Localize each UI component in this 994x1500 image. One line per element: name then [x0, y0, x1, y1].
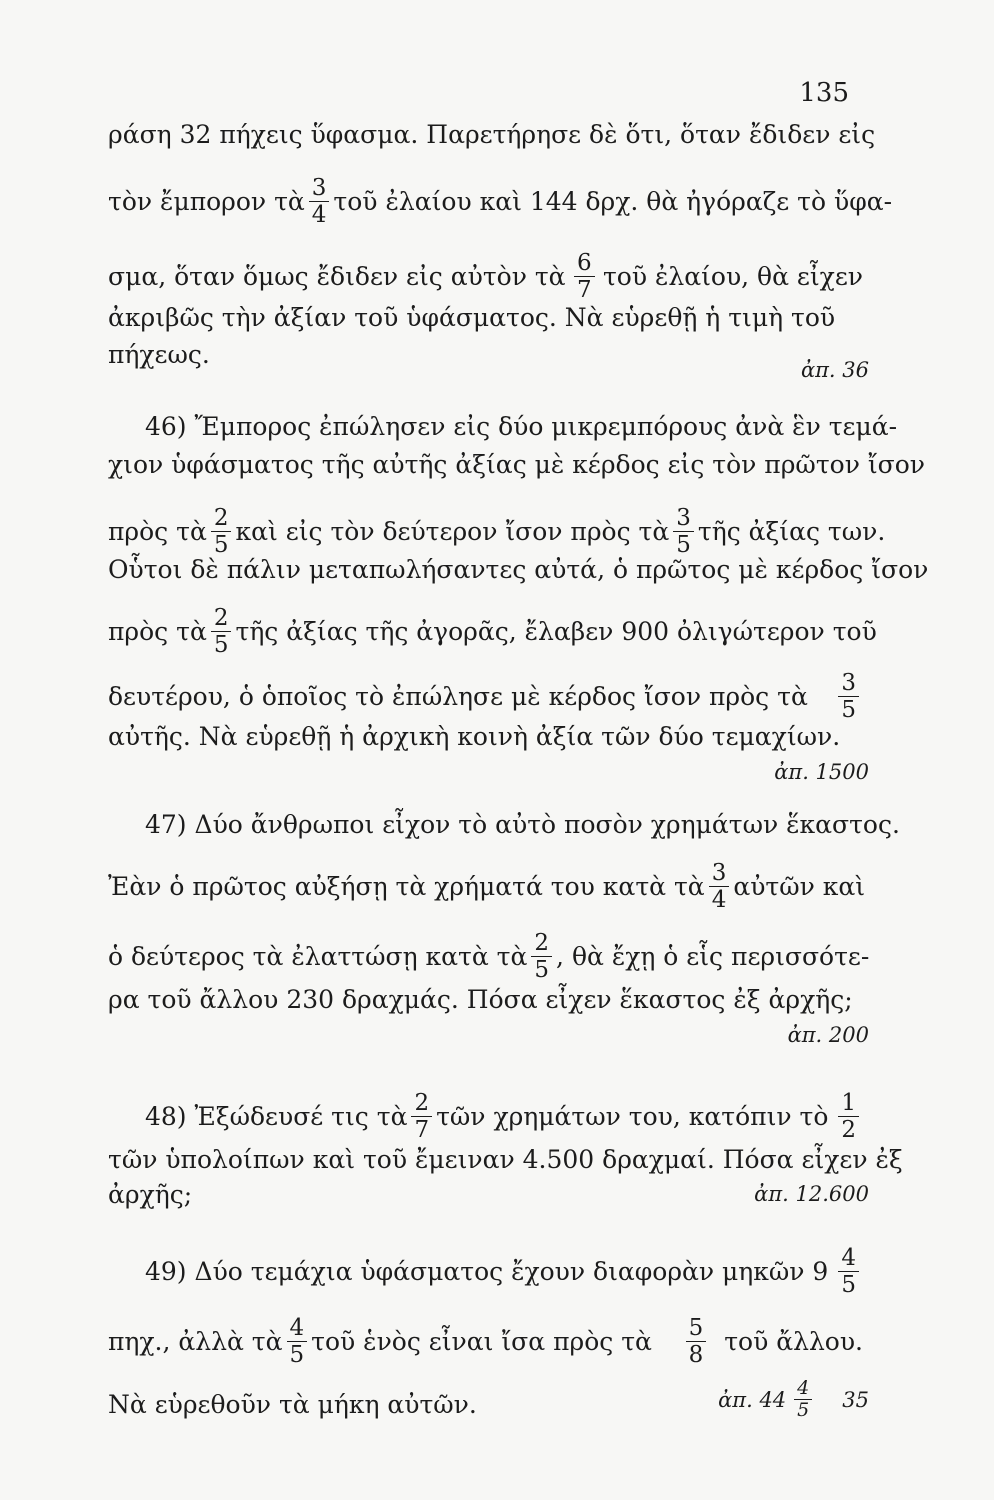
text-line	[145, 412, 898, 442]
denominator: 5	[797, 1399, 810, 1421]
line-text: πήχεως.	[108, 340, 210, 369]
line-text: πηχ., ἀλλὰ τὰ	[108, 1326, 283, 1356]
line-text: ἀρχῆς;	[108, 1180, 193, 1209]
line-text: αὐτῆς. Νὰ εὑρεθῇ ἡ ἀρχικὴ κοινὴ ἀξία τῶν δύο τεμαχίων.	[108, 722, 841, 751]
line-text: τῆς ἀξίας τῆς ἀγορᾶς, ἔλαβεν 900 ὀλιγώτερον τοῦ	[235, 616, 877, 646]
fraction	[211, 505, 232, 558]
fraction-group	[145, 1090, 828, 1143]
line-text: 49) Δύο τεμάχια ὑφάσματος ἔχουν διαφορὰν μηκῶν 9	[145, 1256, 829, 1286]
text-line	[145, 1090, 863, 1143]
numerator: 4	[794, 1378, 812, 1400]
fraction	[838, 1245, 859, 1298]
line-text: 47) Δύο ἄνθρωποι εἶχον τὸ αὐτὸ ποσὸν χρημάτων ἕκαστος.	[145, 810, 900, 839]
denominator: 5	[841, 697, 856, 723]
fraction	[531, 930, 552, 983]
numerator: 3	[673, 505, 694, 532]
fraction-group	[682, 1315, 863, 1368]
line-text: ἀκριβῶς τὴν ἀξίαν τοῦ ὑφάσματος. Νὰ εὑρεθῇ ἡ τιμὴ τοῦ	[108, 303, 836, 332]
numerator: 3	[309, 175, 330, 202]
fraction	[211, 605, 232, 658]
text-line	[108, 605, 877, 658]
text-line	[108, 250, 863, 303]
fraction	[838, 670, 859, 723]
answer: ἀπ. 1500	[774, 760, 869, 784]
line-text: ράση 32 πήχεις ὕφασμα. Παρετήρησε δὲ ὅτι, ὅταν ἔδιδεν εἰς	[108, 120, 876, 149]
text-line	[108, 340, 863, 370]
text-line	[108, 722, 863, 752]
denominator: 5	[213, 632, 229, 658]
line-text: αὐτῶν καὶ	[733, 871, 866, 901]
line-text: ρα τοῦ ἄλλου 230 δραχμάς. Πόσα εἶχεν ἕκαστος ἐξ ἀρχῆς;	[108, 985, 853, 1014]
text-line	[108, 120, 876, 150]
line-text: 48) Ἐξώδευσέ τις τὰ	[145, 1101, 408, 1131]
line-text: 46) Ἔμπορος ἐπώλησεν εἰς δύο μικρεμπόρους ἀνὰ ἓν τεμά-	[145, 412, 898, 441]
line-text: Νὰ εὑρεθοῦν τὰ μήκη αὐτῶν.	[108, 1390, 477, 1419]
numerator: 2	[411, 1090, 432, 1117]
numerator: 3	[709, 860, 730, 887]
fraction	[686, 1315, 707, 1368]
text-line	[108, 303, 863, 333]
answer: ἀπ. 12.600	[754, 1182, 869, 1206]
fraction	[287, 1315, 308, 1368]
page-number: 135	[799, 78, 849, 108]
line-text: , θὰ ἔχῃ ὁ εἷς περισσότε-	[556, 941, 870, 971]
numerator: 6	[574, 250, 595, 277]
fraction	[709, 860, 730, 913]
line-text: Ἐὰν ὁ πρῶτος αὐξήσῃ τὰ χρήματά του κατὰ τὰ	[108, 871, 705, 901]
fraction	[794, 1378, 812, 1421]
numerator: 4	[838, 1245, 859, 1272]
text-line	[108, 505, 886, 558]
line-text: Οὗτοι δὲ πάλιν μεταπωλήσαντες αὐτά, ὁ πρῶτος μὲ κέρδος ἴσον	[108, 555, 929, 584]
denominator: 7	[414, 1117, 430, 1143]
text-line	[108, 1315, 863, 1368]
denominator: 4	[711, 887, 727, 913]
denominator: 5	[534, 957, 550, 983]
answer: ἀπ. 200	[787, 1023, 869, 1047]
text-line	[108, 555, 929, 585]
denominator: 2	[841, 1117, 856, 1143]
line-text: τῶν χρημάτων του, κατόπιν τὸ	[436, 1101, 829, 1131]
line-text: χιον ὑφάσματος τῆς αὐτῆς ἀξίας μὲ κέρδος εἰς τὸν πρῶτον ἴσον	[108, 450, 925, 479]
line-text: τῆς ἀξίας των.	[697, 516, 886, 546]
fraction	[673, 505, 694, 558]
text-line	[108, 930, 870, 983]
fraction	[411, 1090, 432, 1143]
denominator: 7	[576, 277, 592, 303]
fraction	[838, 1090, 859, 1143]
line-text: καὶ εἰς τὸν δεύτερον ἴσον πρὸς τὰ	[235, 516, 670, 546]
numerator: 2	[211, 605, 232, 632]
denominator: 5	[676, 532, 691, 558]
fraction	[574, 250, 595, 303]
text-line	[108, 670, 863, 723]
line-text: τοῦ ἐλαίου, θὰ εἶχεν	[602, 261, 863, 291]
line-text: τοῦ ἑνὸς εἶναι ἴσα πρὸς τὰ	[311, 1326, 652, 1356]
line-text: τοῦ ἄλλου.	[724, 1326, 863, 1356]
fraction-group	[108, 1315, 652, 1368]
text-line	[108, 1145, 903, 1175]
line-text: πρὸς τὰ	[108, 616, 207, 646]
answer	[718, 1378, 869, 1421]
line-text: τῶν ὑπολοίπων καὶ τοῦ ἔμειναν 4.500 δραχμαί. Πόσα εἶχεν ἐξ	[108, 1145, 903, 1174]
numerator: 2	[531, 930, 552, 957]
fraction-group	[705, 860, 865, 913]
text-line	[108, 860, 866, 913]
text-line	[108, 1180, 863, 1210]
denominator: 8	[688, 1342, 704, 1368]
numerator: 3	[838, 670, 859, 697]
answer-text: ἀπ. 44	[718, 1387, 787, 1412]
text-line	[145, 810, 900, 840]
text-line	[108, 175, 893, 228]
denominator: 5	[841, 1272, 856, 1298]
numerator: 4	[287, 1315, 308, 1342]
denominator: 4	[311, 202, 327, 228]
denominator: 5	[289, 1342, 305, 1368]
fraction	[309, 175, 330, 228]
line-text: ὁ δεύτερος τὰ ἐλαττώσῃ κατὰ τὰ	[108, 941, 528, 971]
line-text: πρὸς τὰ	[108, 516, 207, 546]
line-text: τοῦ ἐλαίου καὶ 144 δρχ. θὰ ἠγόραζε τὸ ὕφα-	[333, 186, 893, 216]
text-line	[108, 450, 925, 480]
numerator: 1	[838, 1090, 859, 1117]
denominator: 5	[213, 532, 229, 558]
numerator: 5	[686, 1315, 707, 1342]
answer-text: 35	[842, 1387, 869, 1412]
line-text: δευτέρου, ὁ ὁποῖος τὸ ἐπώλησε μὲ κέρδος ἴσον πρὸς τὰ	[108, 681, 808, 711]
text-line	[108, 985, 863, 1015]
line-text: τὸν ἔμπορον τὰ	[108, 186, 305, 216]
answer: ἀπ. 36	[800, 358, 869, 382]
fraction-group	[527, 930, 869, 983]
numerator: 2	[211, 505, 232, 532]
text-line	[145, 1245, 863, 1298]
line-text: σμα, ὅταν ὅμως ἔδιδεν εἰς αὐτὸν τὰ	[108, 261, 566, 291]
